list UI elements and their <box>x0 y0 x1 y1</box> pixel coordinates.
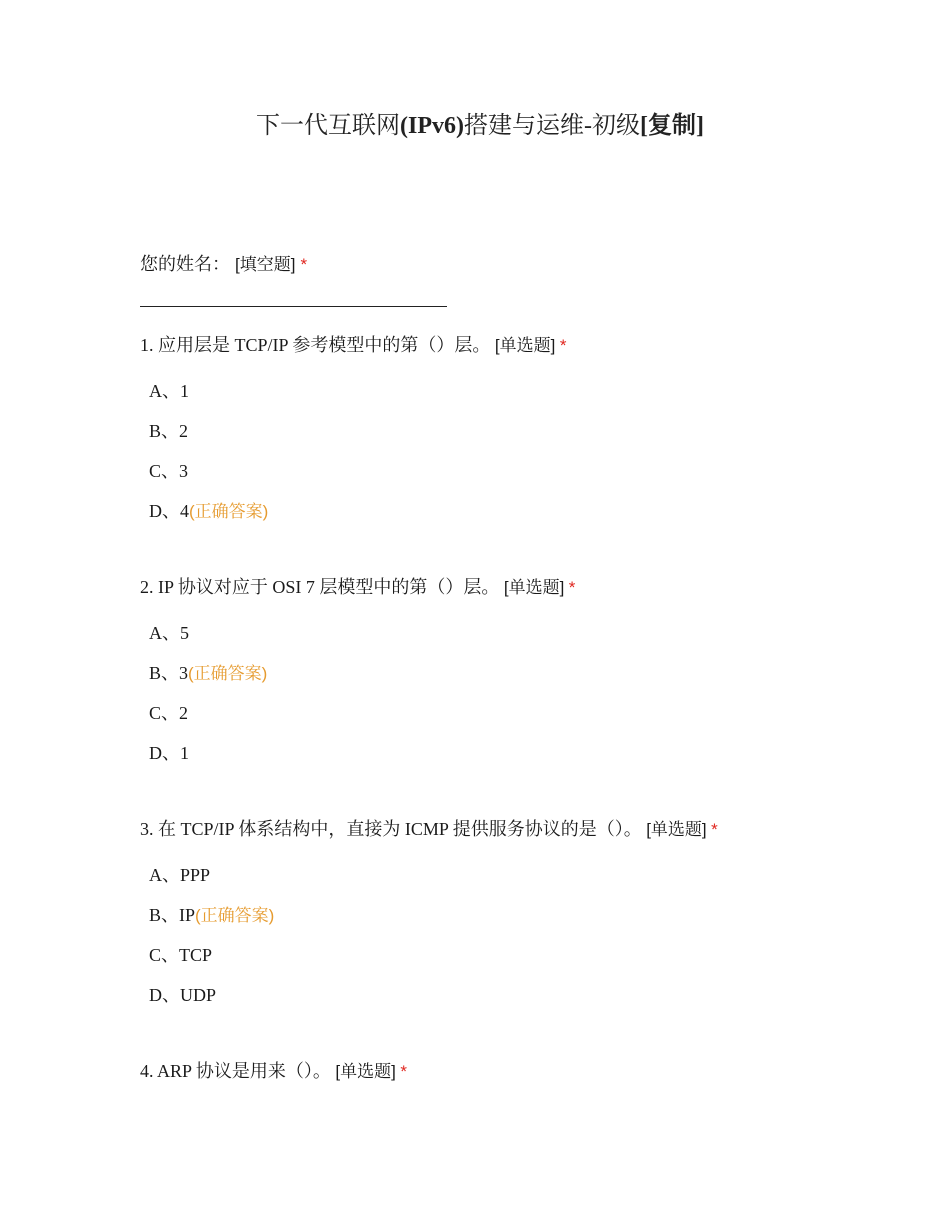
title-part-4: [复制] <box>640 113 704 139</box>
question-text: 3. 在 TCP/IP 体系结构中，直接为 ICMP 提供服务协议的是（）。 <box>140 819 642 839</box>
correct-answer-tag: (正确答案) <box>188 664 268 683</box>
question-4 <box>140 1059 407 1084</box>
option-label: D、UDP <box>149 985 217 1005</box>
option-q2-d[interactable] <box>149 741 189 765</box>
option-label: B、3 <box>149 663 189 683</box>
required-mark: * <box>568 578 576 597</box>
required-mark: * <box>559 336 567 355</box>
option-q3-b[interactable] <box>149 903 274 928</box>
question-text: 4. ARP 协议是用来（）。 <box>140 1061 331 1081</box>
required-mark: * <box>400 1062 407 1081</box>
option-q2-c[interactable] <box>149 701 188 725</box>
question-type: [单选题] <box>646 820 707 839</box>
option-label: D、4 <box>149 501 189 521</box>
question-1 <box>140 333 566 358</box>
name-label: 您的姓名： <box>140 254 230 274</box>
option-q1-a[interactable] <box>149 379 189 403</box>
title-part-2: (IPv6) <box>400 113 464 139</box>
option-label: B、2 <box>149 421 189 441</box>
option-q1-b[interactable] <box>149 419 188 443</box>
correct-answer-tag: (正确答案) <box>195 906 275 925</box>
title-part-1: 下一代互联网 <box>256 113 401 139</box>
option-label: A、5 <box>149 623 189 643</box>
option-label: A、1 <box>149 381 189 401</box>
name-question-type: [填空题] <box>235 255 296 274</box>
name-question <box>140 252 307 277</box>
correct-answer-tag: (正确答案) <box>189 502 269 521</box>
option-q1-c[interactable] <box>149 459 188 483</box>
option-q1-d[interactable] <box>149 499 268 524</box>
required-mark: * <box>711 820 718 839</box>
option-q2-a[interactable] <box>149 621 189 645</box>
page-title <box>0 110 950 142</box>
required-mark: * <box>300 255 308 274</box>
question-2 <box>140 575 575 600</box>
option-label: A、PPP <box>149 865 211 885</box>
option-label: D、1 <box>149 743 189 763</box>
option-q3-d[interactable] <box>149 983 216 1007</box>
title-part-3: 搭建与运维-初级 <box>464 113 640 139</box>
question-type: [单选题] <box>494 336 556 355</box>
question-text: 2. IP 协议对应于 OSI 7 层模型中的第（）层。 <box>140 577 500 597</box>
question-type: [单选题] <box>335 1062 396 1081</box>
option-label: B、IP <box>149 905 196 925</box>
question-text: 1. 应用层是 TCP/IP 参考模型中的第（）层。 <box>140 335 491 355</box>
option-q2-b[interactable] <box>149 661 267 686</box>
question-type: [单选题] <box>503 578 565 597</box>
question-3 <box>140 817 718 842</box>
name-input-line[interactable] <box>140 306 447 307</box>
option-q3-a[interactable] <box>149 863 210 887</box>
option-q3-c[interactable] <box>149 943 212 967</box>
option-label: C、TCP <box>149 945 213 965</box>
option-label: C、3 <box>149 461 189 481</box>
option-label: C、2 <box>149 703 189 723</box>
